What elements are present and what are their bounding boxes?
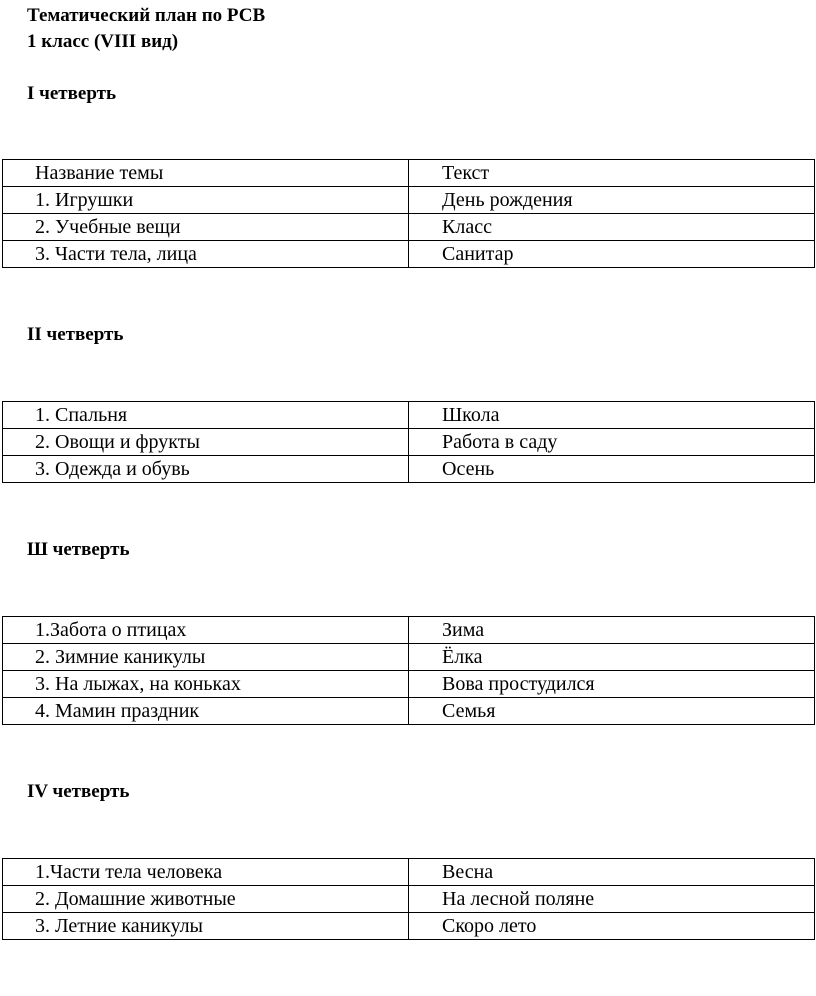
topic-cell: 1.Забота о птицах xyxy=(3,617,409,644)
table-row xyxy=(3,214,815,241)
topic-cell: 1. Игрушки xyxy=(3,187,409,214)
topic-cell: 3. На лыжах, на коньках xyxy=(3,671,409,698)
topic-cell: 1. Спальня xyxy=(3,402,409,429)
table-row xyxy=(3,886,815,913)
topic-cell: 2. Домашние животные xyxy=(3,886,409,913)
table-row xyxy=(3,698,815,725)
text-cell: Зима xyxy=(409,617,815,644)
document-subtitle: 1 класс (VIII вид) xyxy=(27,31,179,52)
table-row xyxy=(3,913,815,940)
text-cell: Ёлка xyxy=(409,644,815,671)
topic-cell: 1.Части тела человека xyxy=(3,859,409,886)
text-cell: Осень xyxy=(409,456,815,483)
table-row xyxy=(3,859,815,886)
quarter-2-heading: II четверть xyxy=(27,324,124,345)
topic-cell: 3. Одежда и обувь xyxy=(3,456,409,483)
quarter-1-heading: I четверть xyxy=(27,83,117,104)
text-cell: Работа в саду xyxy=(409,429,815,456)
text-cell: Школа xyxy=(409,402,815,429)
topic-cell: 2. Овощи и фрукты xyxy=(3,429,409,456)
text-cell: Семья xyxy=(409,698,815,725)
text-cell: Класс xyxy=(409,214,815,241)
quarter-1-table xyxy=(2,159,815,268)
text-cell: Вова простудился xyxy=(409,671,815,698)
text-cell: Весна xyxy=(409,859,815,886)
table-row xyxy=(3,241,815,268)
topic-cell: 3. Части тела, лица xyxy=(3,241,409,268)
table-row xyxy=(3,617,815,644)
topic-cell: 3. Летние каникулы xyxy=(3,913,409,940)
text-cell: На лесной поляне xyxy=(409,886,815,913)
quarter-2-table xyxy=(2,401,815,483)
topic-cell: 2. Зимние каникулы xyxy=(3,644,409,671)
table-header-row xyxy=(3,160,815,187)
text-cell: Санитар xyxy=(409,241,815,268)
table-row xyxy=(3,429,815,456)
table-row xyxy=(3,402,815,429)
text-cell: Скоро лето xyxy=(409,913,815,940)
column-header-topic: Название темы xyxy=(3,160,409,187)
table-row xyxy=(3,187,815,214)
topic-cell: 4. Мамин праздник xyxy=(3,698,409,725)
table-row xyxy=(3,671,815,698)
table-row xyxy=(3,644,815,671)
table-row xyxy=(3,456,815,483)
quarter-3-table xyxy=(2,616,815,725)
document-title: Тематический план по РСВ xyxy=(27,5,266,26)
quarter-4-heading: IV четверть xyxy=(27,781,130,802)
quarter-4-table xyxy=(2,858,815,940)
quarter-3-heading: Ш четверть xyxy=(27,539,130,560)
text-cell: День рождения xyxy=(409,187,815,214)
column-header-text: Текст xyxy=(409,160,815,187)
topic-cell: 2. Учебные вещи xyxy=(3,214,409,241)
